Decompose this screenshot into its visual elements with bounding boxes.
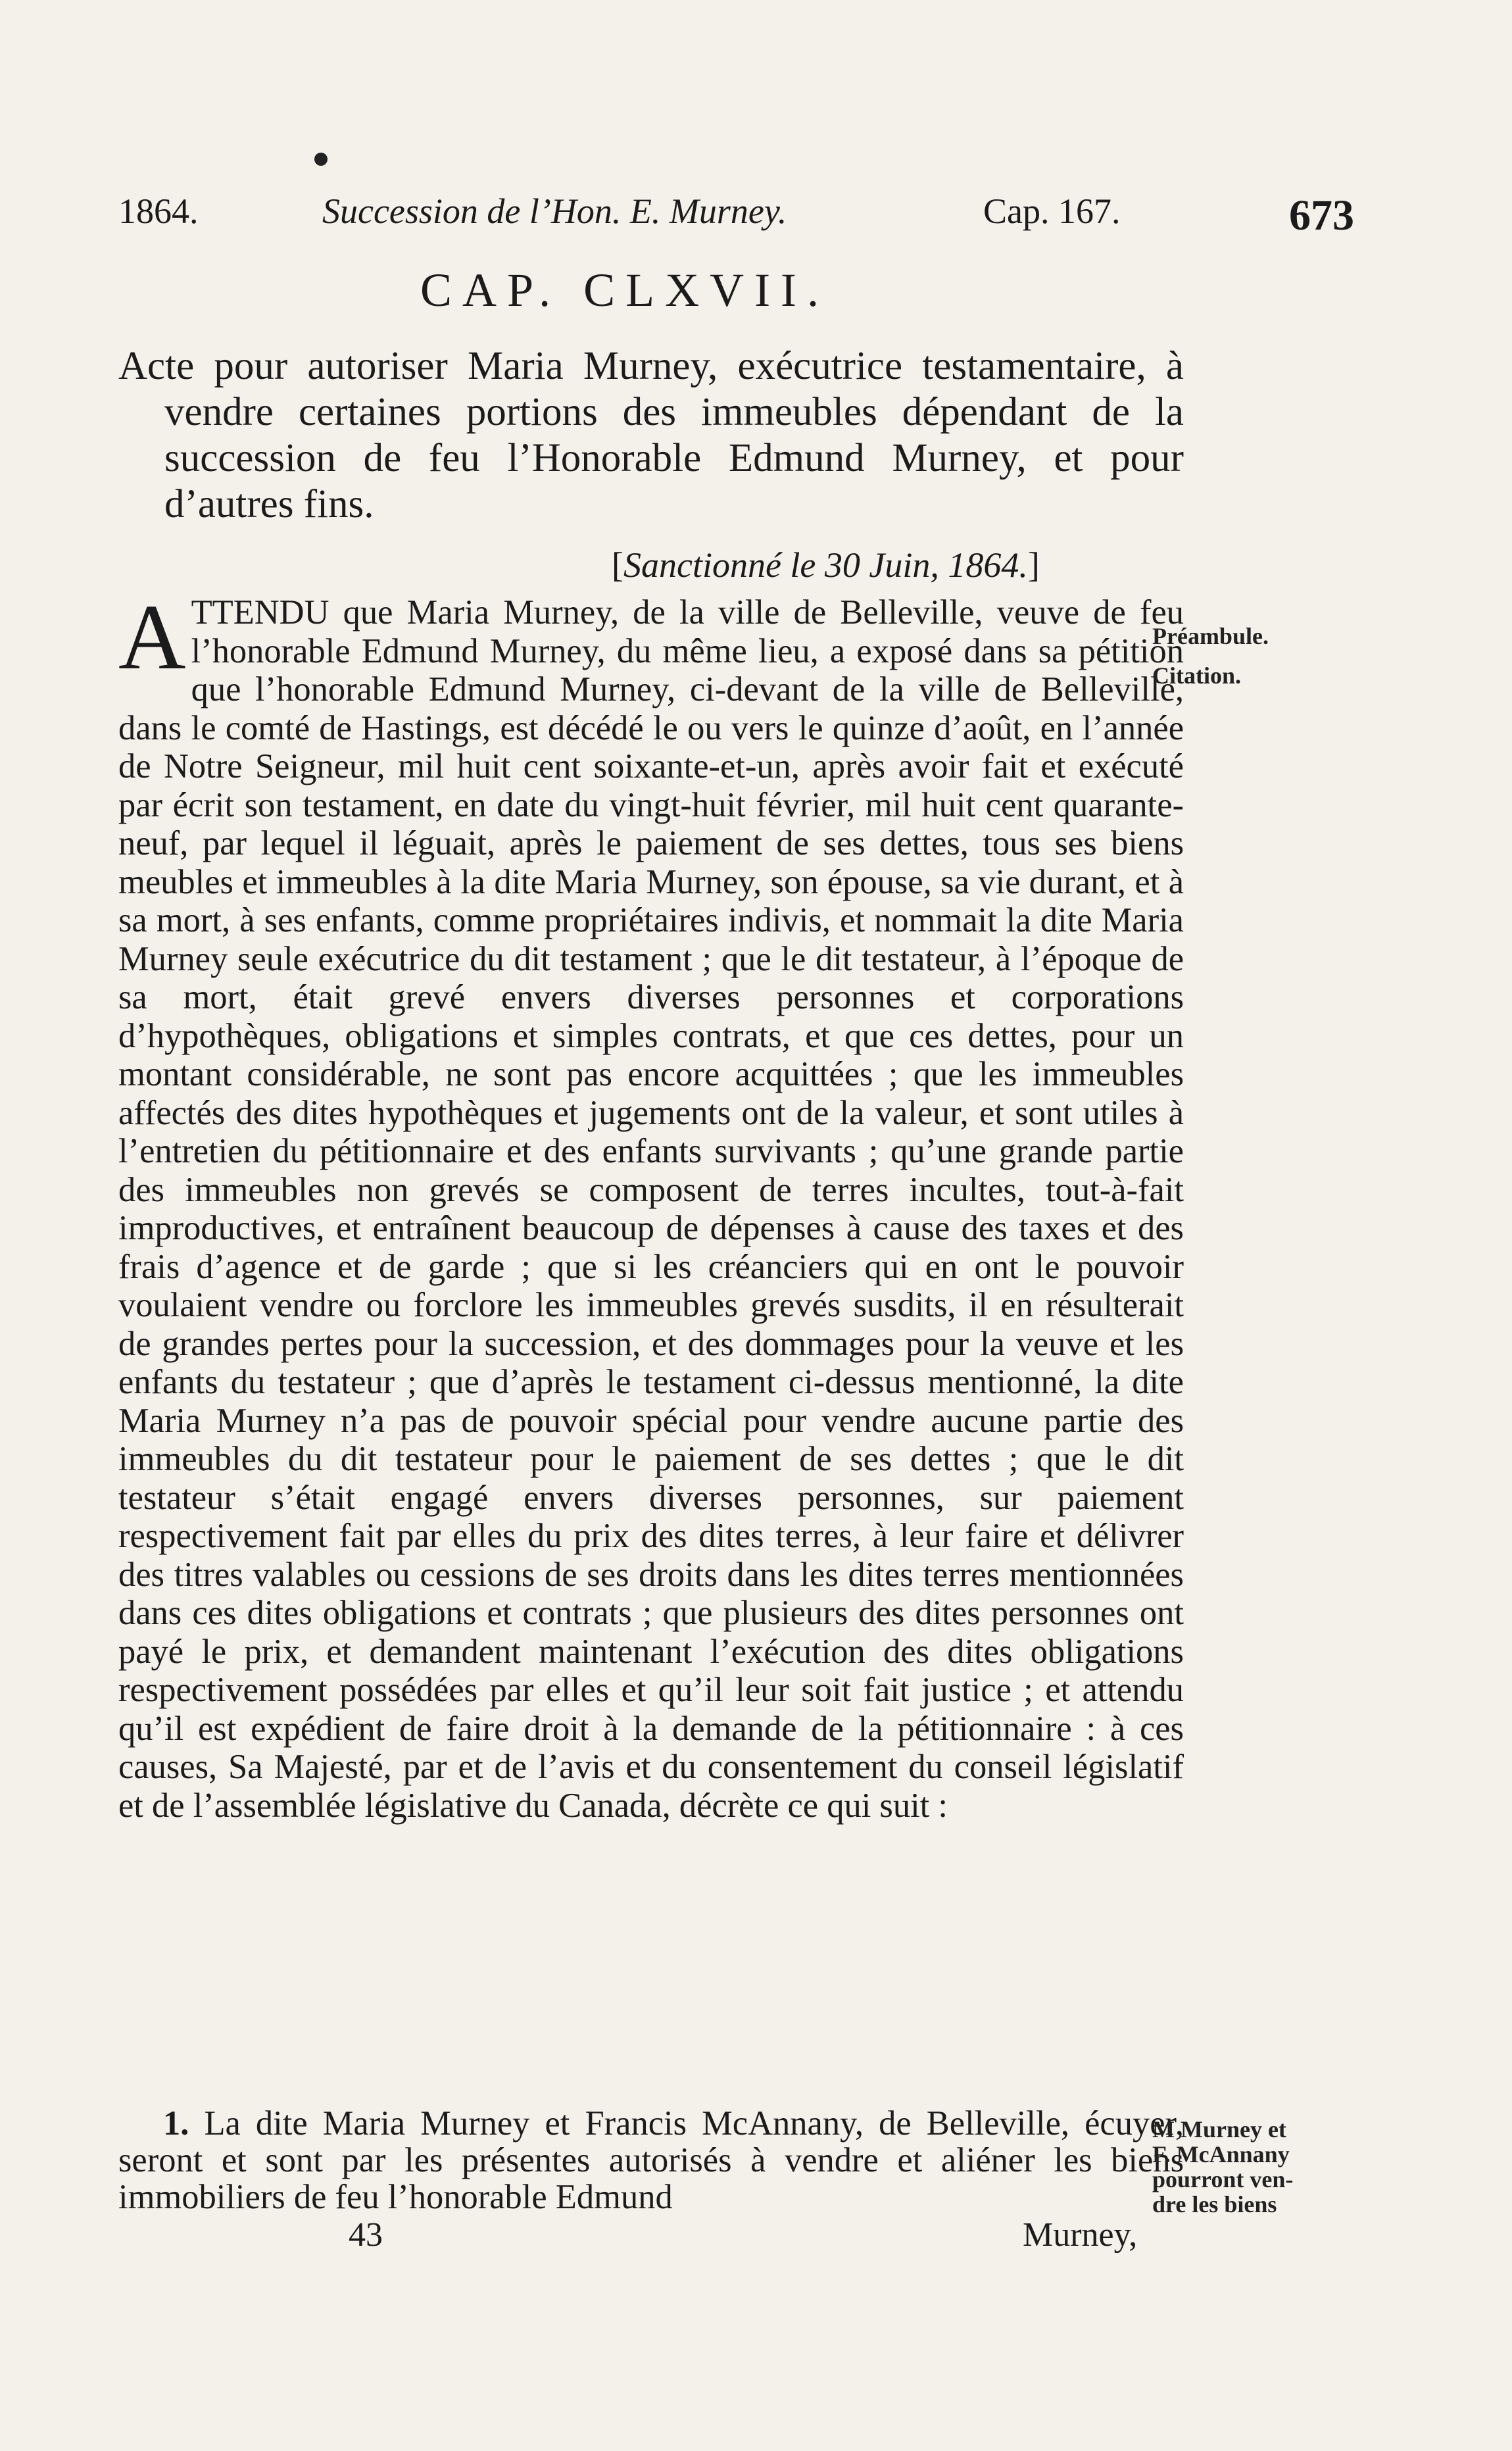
- preamble-body: [118, 585, 1184, 1825]
- catchword: Murney,: [1023, 2216, 1138, 2254]
- margin-note-section-1: [1152, 2117, 1389, 2217]
- sanction-line: [Sanctionné le 30 Juin, 1864.]: [612, 545, 1040, 585]
- running-head: [118, 191, 1394, 250]
- section-text: La dite Maria Murney et Francis McAnnany, de Belleville, écuyer, seront et sont par les présentes autorisés à vendre et aliéner les biens immobiliers de feu l’honorable Edmund: [118, 2104, 1184, 2216]
- section-number: 1.: [163, 2104, 189, 2142]
- running-head-chapter: Cap. 167.: [983, 191, 1121, 231]
- margin-note-line: dre les biens: [1152, 2191, 1277, 2217]
- page-number: 673: [1289, 191, 1354, 239]
- act-title-text: Acte pour autoriser Maria Murney, exécutrice testamentaire, à vendre certaines portions des immeubles dépendant de la succession de feu l’Honorable Edmund Murney, et pour d’autres fins.: [118, 344, 1184, 526]
- margin-note-line: M Murney et: [1152, 2116, 1286, 2142]
- print-mark: [314, 153, 328, 166]
- sanction-label: Sanctionné le: [623, 545, 816, 585]
- running-head-title: Succession de l’Hon. E. Murney.: [322, 191, 787, 231]
- running-head-year: 1864.: [118, 191, 199, 231]
- sanction-date: 30 Juin, 1864.: [824, 545, 1028, 585]
- margin-note-citation: Citation.: [1152, 662, 1241, 689]
- signature-mark: 43: [349, 2216, 383, 2254]
- preamble-text: TTENDU que Maria Murney, de la ville de Belleville, veuve de feu l’honorable Edmund Murney, du même lieu, a exposé dans sa pétition que l’honorable Edmund Murney, ci-devant de la ville de Belleville, dans le comté de Hastings, est décédé le ou vers le quinze d’août, en l’année de Notre Seigneur, mil huit cent soixante-et-un, après avoir fait et exécuté par écrit son testament, en date du vingt-huit février, mil huit cent quarante-neuf, par lequel il léguait, après le paiement de ses dettes, tous ses biens meubles et immeubles à la dite Maria Murney, son épouse, sa vie durant, et à sa mort, à ses enfants, comme propriétaires indivis, et nommait la dite Maria Murney seule exécutrice du dit testament ; que le dit testateur, à l’époque de sa mort, était grevé envers diverses personnes et corporations d’hypothèques, obligations et simples contrats, et que ces dettes, pour un montant considérable, ne sont pas encore acquittées ; que les immeubles affectés des dites hypothèques et jugements ont de la valeur, et sont utiles à l’entretien du pétitionnaire et des enfants survivants ; qu’une grande partie des immeubles non grevés se composent de terres incultes, tout-à-fait improductives, et entraînent beaucoup de dépenses à cause des taxes et des frais d’agence et de garde ; que si les créanciers qui en ont le pouvoir voulaient vendre ou forclore les immeubles grevés susdits, il en résulterait de grandes pertes pour la succession, et des dommages pour la veuve et les enfants du testateur ; que d’après le testament ci-dessus mentionné, la dite Maria Murney n’a pas de pouvoir spécial pour vendre aucune partie des immeubles du dit testateur pour le paiement de ses dettes ; que le dit testateur s’était engagé envers diverses personnes, sur paiement respectivement fait par elles du prix des dites terres, à leur faire et délivrer des titres valables ou cessions de ses droits dans les dites terres mentionnées dans ces dites obligations et contrats ; que plusieurs des dites personnes ont payé le prix, et demandent maintenant l’exécution des dites obligations respectivement possédées par elles et qu’il leur soit fait justice ; et attendu qu’il est expédient de faire droit à la demande de la pétitionnaire : à ces causes, Sa Majesté, par et de l’avis et du consentement du conseil législatif et de l’assemblée législative du Canada, décrète ce qui suit :: [118, 593, 1184, 1825]
- drop-cap: A: [118, 585, 186, 689]
- act-title: [118, 343, 1184, 528]
- margin-note-preamble: Préambule.: [1152, 623, 1269, 649]
- margin-note-line: F. McAnnany: [1152, 2141, 1290, 2167]
- margin-note-line: pourront ven-: [1152, 2166, 1294, 2192]
- section-1: [118, 2105, 1184, 2216]
- chapter-heading: CAP. CLXVII.: [420, 264, 830, 316]
